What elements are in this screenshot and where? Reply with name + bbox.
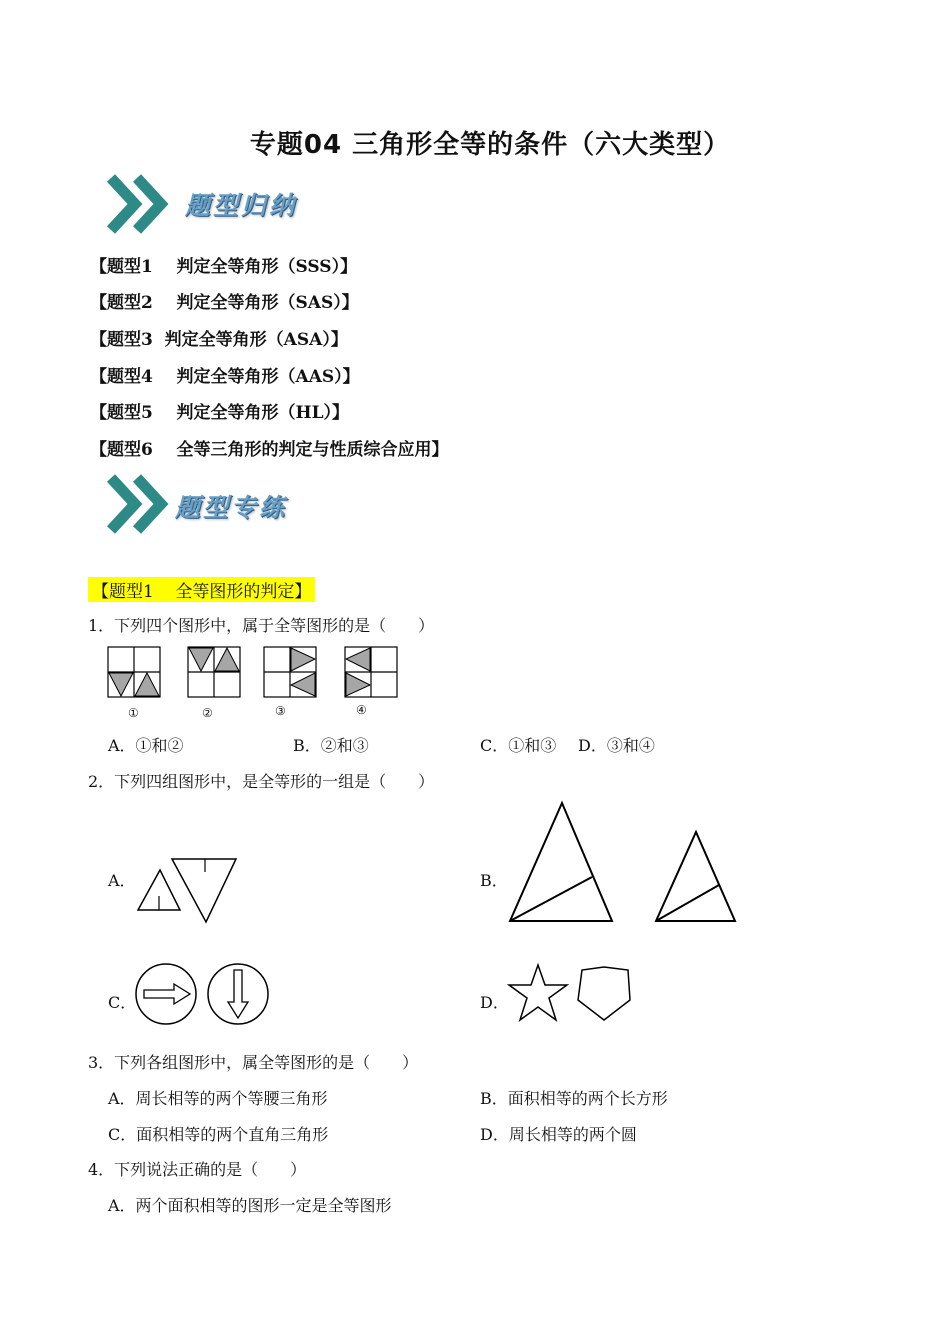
toc-item-3: 【题型3 判定全等角形（ASA）】 xyxy=(90,330,348,350)
figure-4-caption: ④ xyxy=(356,703,367,717)
q1-option-c: C．①和③ xyxy=(480,736,557,755)
banner-label: 题型专练 xyxy=(175,493,288,522)
q1-option-b: B．②和③ xyxy=(293,736,369,755)
question-4-stem: 4．下列说法正确的是（ ） xyxy=(88,1160,307,1179)
q2-option-d: D． xyxy=(480,993,509,1012)
toc-item-5: 【题型5 判定全等角形（HL）】 xyxy=(90,403,350,423)
figure-2-grid xyxy=(188,647,240,697)
toc-item-1: 【题型1 判定全等角形（SSS）】 xyxy=(90,257,358,277)
toc-item-6: 【题型6 全等三角形的判定与性质综合应用】 xyxy=(90,440,449,460)
figure-3-grid xyxy=(264,647,316,697)
q1-figures xyxy=(107,646,402,702)
q2-figure-c xyxy=(134,960,272,1030)
q2-option-c: C． xyxy=(108,993,137,1012)
q3-option-a: A．周长相等的两个等腰三角形 xyxy=(108,1089,328,1108)
question-3-stem: 3．下列各组图形中，属全等图形的是（ ） xyxy=(88,1053,419,1072)
q3-option-c: C．面积相等的两个直角三角形 xyxy=(108,1125,329,1144)
q2-figure-a xyxy=(136,856,240,926)
figure-1-caption: ① xyxy=(128,706,139,720)
double-chevron-icon xyxy=(105,170,175,240)
q3-option-d: D．周长相等的两个圆 xyxy=(480,1125,637,1144)
q2-figure-b xyxy=(505,800,745,928)
section-banner-practice xyxy=(105,470,325,540)
figure-1-grid xyxy=(108,647,160,697)
q3-option-b: B．面积相等的两个长方形 xyxy=(480,1089,668,1108)
banner-label: 题型归纳 xyxy=(185,191,298,220)
figure-2-caption: ② xyxy=(202,706,213,720)
q1-option-d: D．③和④ xyxy=(578,736,655,755)
section-heading-highlight: 【题型1 全等图形的判定】 xyxy=(88,577,315,602)
page-title: 专题04 三角形全等的条件（六大类型） xyxy=(249,130,731,160)
question-2-stem: 2．下列四组图形中，是全等形的一组是（ ） xyxy=(88,772,435,791)
q4-option-a: A．两个面积相等的图形一定是全等图形 xyxy=(108,1196,392,1215)
q1-option-a: A．①和② xyxy=(108,736,184,755)
figure-4-grid xyxy=(345,647,397,697)
figure-3-caption: ③ xyxy=(275,704,286,718)
section-banner-summary xyxy=(105,170,325,240)
q2-figure-d xyxy=(506,962,636,1028)
toc-item-2: 【题型2 判定全等角形（SAS）】 xyxy=(90,293,359,313)
question-1-stem: 1．下列四个图形中，属于全等图形的是（ ） xyxy=(88,616,435,635)
double-chevron-icon xyxy=(105,470,175,540)
q2-option-b: B． xyxy=(480,871,508,890)
toc-item-4: 【题型4 判定全等角形（AAS）】 xyxy=(90,367,360,387)
q2-option-a: A． xyxy=(108,871,136,890)
